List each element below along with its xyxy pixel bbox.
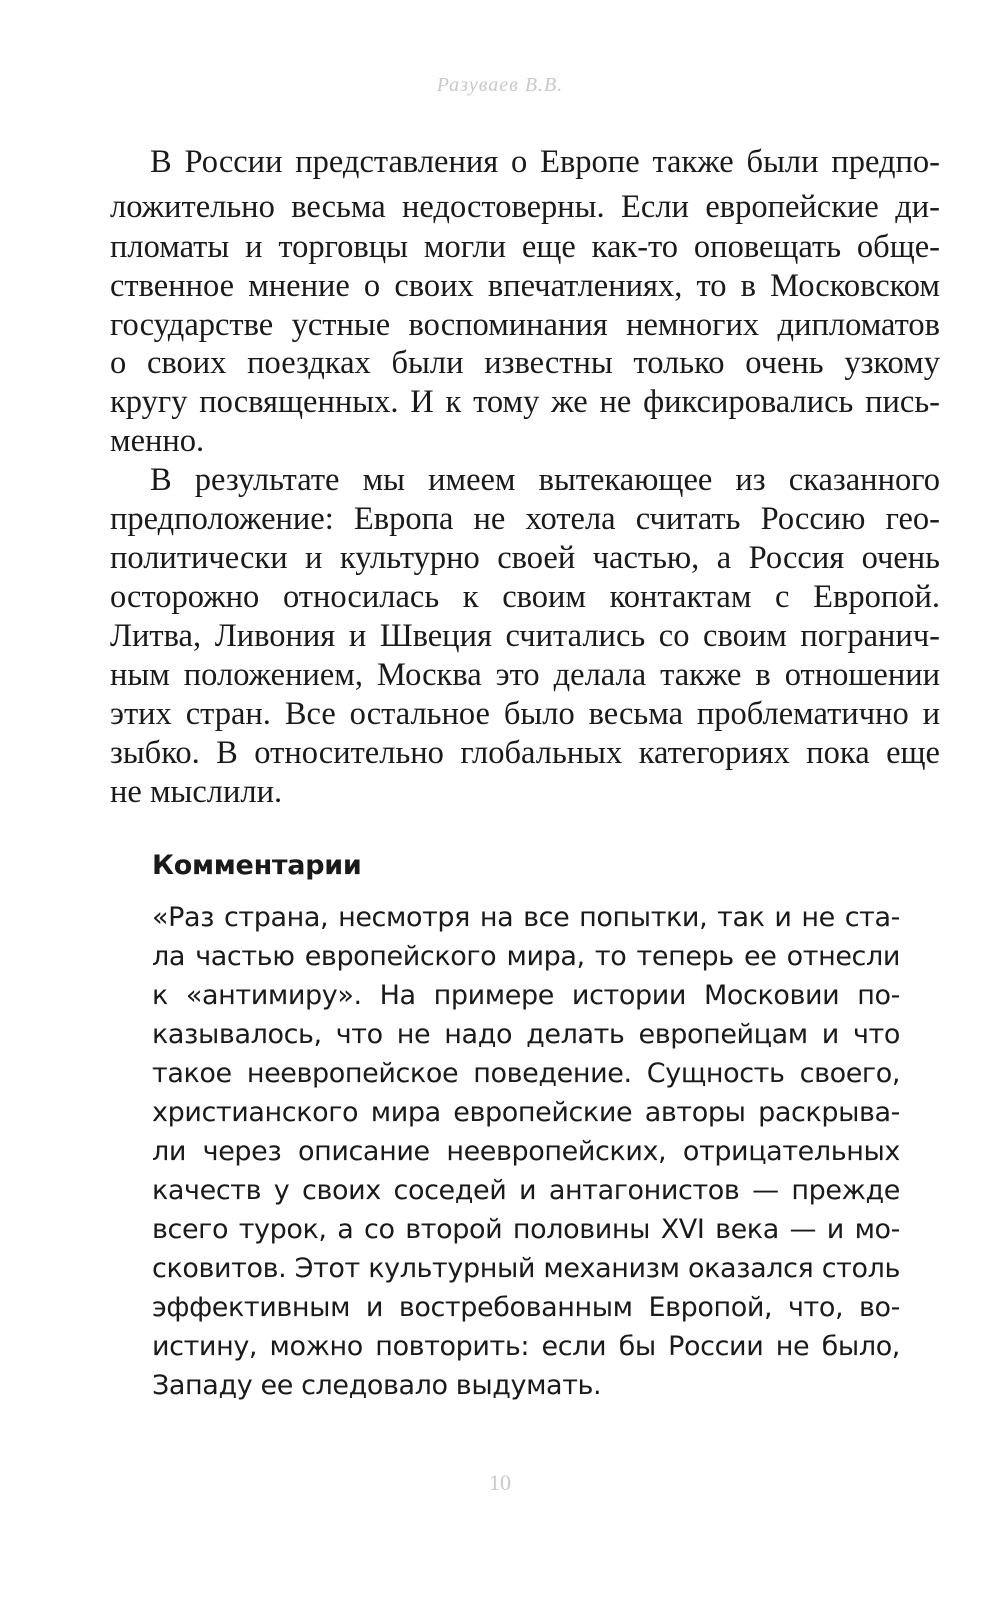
comment-line: христианского мира европейские авторы раскрыва- (152, 1097, 900, 1128)
comment-line: всего турок, а со второй половины XVI века — и мо- (152, 1214, 900, 1245)
body-line: менно. (110, 423, 205, 459)
body-line: предположение: Европа не хотела считать Россию гео- (110, 501, 940, 537)
comment-line: сковитов. Этот культурный механизм оказался столь (152, 1253, 900, 1284)
body-line: ным положением, Москва это делала также в отношении (110, 657, 940, 693)
body-line: политически и культурно своей частью, а Россия очень (110, 540, 940, 576)
comment-line: Западу ее следовало выдумать. (152, 1370, 602, 1401)
body-line: государстве устные воспоминания немногих дипломатов (110, 307, 940, 343)
comment-line: ли через описание неевропейских, отрицательных (152, 1136, 900, 1167)
body-line: о своих поездках были известны только очень узкому (110, 345, 940, 381)
comment-line: эффективным и востребованным Европой, что, во- (152, 1292, 900, 1323)
page-number: 10 (489, 1470, 511, 1495)
comment-line: казывалось, что не надо делать европейцам и что (152, 1019, 900, 1050)
comment-line: качеств у своих соседей и антагонистов — прежде (152, 1175, 900, 1206)
comment-line: ла частью европейского мира, то теперь ее отнесли (152, 941, 900, 972)
comment-line: истину, можно повторить: если бы России не было, (152, 1331, 900, 1362)
body-line: пломаты и торговцы могли еще как-то оповещать обще- (110, 229, 940, 265)
body-line: ственное мнение о своих впечатлениях, то в Московском (110, 268, 940, 304)
body-line: осторожно относилась к своим контактам с Европой. (110, 579, 940, 615)
comment-line: к «антимиру». На примере истории Московии по- (152, 980, 900, 1011)
running-header: Разуваев В.В. (436, 74, 564, 96)
comment-line: «Раз страна, несмотря на все попытки, так и не ста- (152, 902, 900, 933)
comment-line: такое неевропейское поведение. Сущность своего, (152, 1058, 900, 1089)
body-line: зыбко. В относительно глобальных категориях пока еще (110, 735, 940, 771)
comments-heading: Комментарии (152, 850, 362, 881)
body-line: В результате мы имеем вытекающее из сказанного (150, 462, 940, 498)
body-line: ложительно весьма недостоверны. Если европейские ди- (110, 189, 940, 225)
body-line: не мыслили. (110, 774, 283, 810)
body-line: кругу посвященных. И к тому же не фиксировались пись- (110, 384, 940, 420)
body-line: В России представления о Европе также были предпо- (150, 144, 940, 180)
body-line: этих стран. Все остальное было весьма проблематично и (110, 696, 940, 732)
body-line: Литва, Ливония и Швеция считались со своим погранич- (110, 618, 940, 654)
